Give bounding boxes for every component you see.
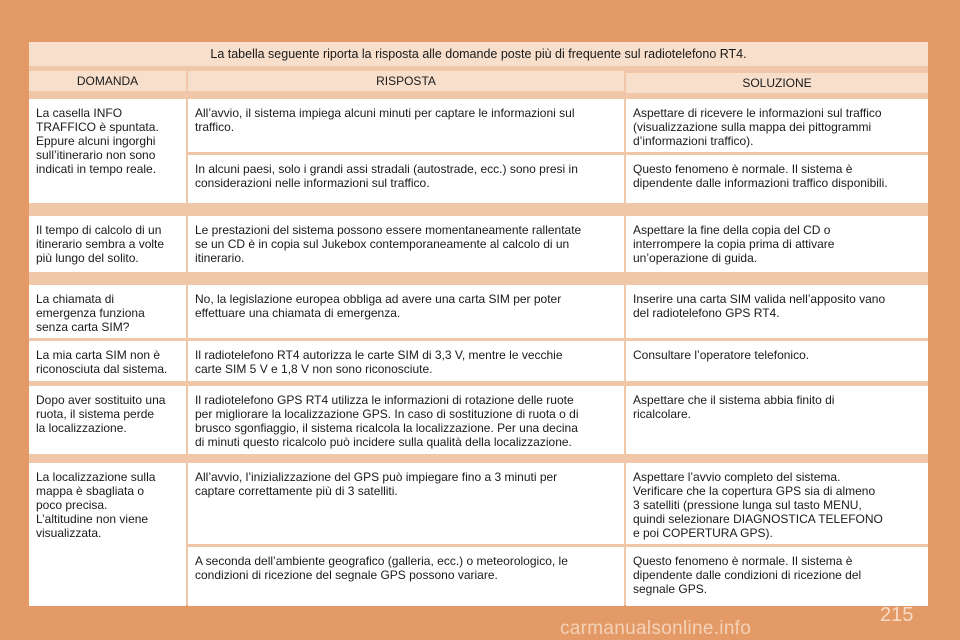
- question-cell: La mia carta SIM non è riconosciuta dal sistema.: [29, 341, 186, 381]
- watermark: carmanualsonline.info: [560, 618, 752, 639]
- answer-cell: Il radiotelefono GPS RT4 utilizza le informazioni di rotazione delle ruote per migliorare la localizzazione GPS. In caso di sostituzione di ruota o di brusco sgonfiaggio, il sistema ricalcola la localizzazione. Per una decina di minuti questo ricalcolo può incidere sulla qualità della localizzazione.: [188, 386, 624, 454]
- header-solution: SOLUZIONE: [626, 73, 928, 93]
- question-cell: Il tempo di calcolo di un itinerario sembra a volte più lungo del solito.: [29, 216, 186, 272]
- question-cell: La casella INFO TRAFFICO è spuntata. Eppure alcuni ingorghi sull’itinerario non sono indicati in tempo reale.: [29, 99, 186, 203]
- solution-cell: Aspettare l’avvio completo del sistema. Verificare che la copertura GPS sia di almeno 3 satelliti (pressione lunga sul tasto MENU, quindi selezionare DIAGNOSTICA TELEFONO e poi COPERTURA GPS).: [626, 463, 928, 544]
- answer-cell: In alcuni paesi, solo i grandi assi stradali (autostrade, ecc.) sono presi in considerazioni nelle informazioni sul traffico.: [188, 155, 624, 203]
- answer-cell: All’avvio, l’inizializzazione del GPS può impiegare fino a 3 minuti per captare correttamente più di 3 satelliti.: [188, 463, 624, 544]
- question-cell: La chiamata di emergenza funziona senza carta SIM?: [29, 285, 186, 338]
- page-number: 215: [880, 604, 914, 626]
- solution-cell: Inserire una carta SIM valida nell’apposito vano del radiotelefono GPS RT4.: [626, 285, 928, 338]
- header-answer: RISPOSTA: [188, 71, 624, 91]
- answer-cell: Il radiotelefono RT4 autorizza le carte SIM di 3,3 V, mentre le vecchie carte SIM 5 V e 1,8 V non sono riconosciute.: [188, 341, 624, 381]
- question-cell: La localizzazione sulla mappa è sbagliata o poco precisa. L’altitudine non viene visualizzata.: [29, 463, 186, 606]
- solution-cell: Aspettare la fine della copia del CD o interrompere la copia prima di attivare un’operazione di guida.: [626, 216, 928, 272]
- solution-cell: Aspettare di ricevere le informazioni sul traffico (visualizzazione sulla mappa dei pittogrammi d’informazioni traffico).: [626, 99, 928, 152]
- answer-cell: All’avvio, il sistema impiega alcuni minuti per captare le informazioni sul traffico.: [188, 99, 624, 152]
- solution-cell: Consultare l’operatore telefonico.: [626, 341, 928, 381]
- question-cell: Dopo aver sostituito una ruota, il sistema perde la localizzazione.: [29, 386, 186, 454]
- solution-cell: Questo fenomeno è normale. Il sistema è dipendente dalle informazioni traffico disponibili.: [626, 155, 928, 203]
- answer-cell: A seconda dell’ambiente geografico (galleria, ecc.) o meteorologico, le condizioni di ricezione del segnale GPS possono variare.: [188, 547, 624, 606]
- table-caption: La tabella seguente riporta la risposta alle domande poste più di frequente sul radiotelefono RT4.: [29, 42, 928, 66]
- header-question: DOMANDA: [29, 71, 186, 91]
- answer-cell: No, la legislazione europea obbliga ad avere una carta SIM per poter effettuare una chiamata di emergenza.: [188, 285, 624, 338]
- solution-cell: Aspettare che il sistema abbia finito di ricalcolare.: [626, 386, 928, 454]
- solution-cell: Questo fenomeno è normale. Il sistema è dipendente dalle condizioni di ricezione del segnale GPS.: [626, 547, 928, 606]
- answer-cell: Le prestazioni del sistema possono essere momentaneamente rallentate se un CD è in copia sul Jukebox contemporaneamente al calcolo di un itinerario.: [188, 216, 624, 272]
